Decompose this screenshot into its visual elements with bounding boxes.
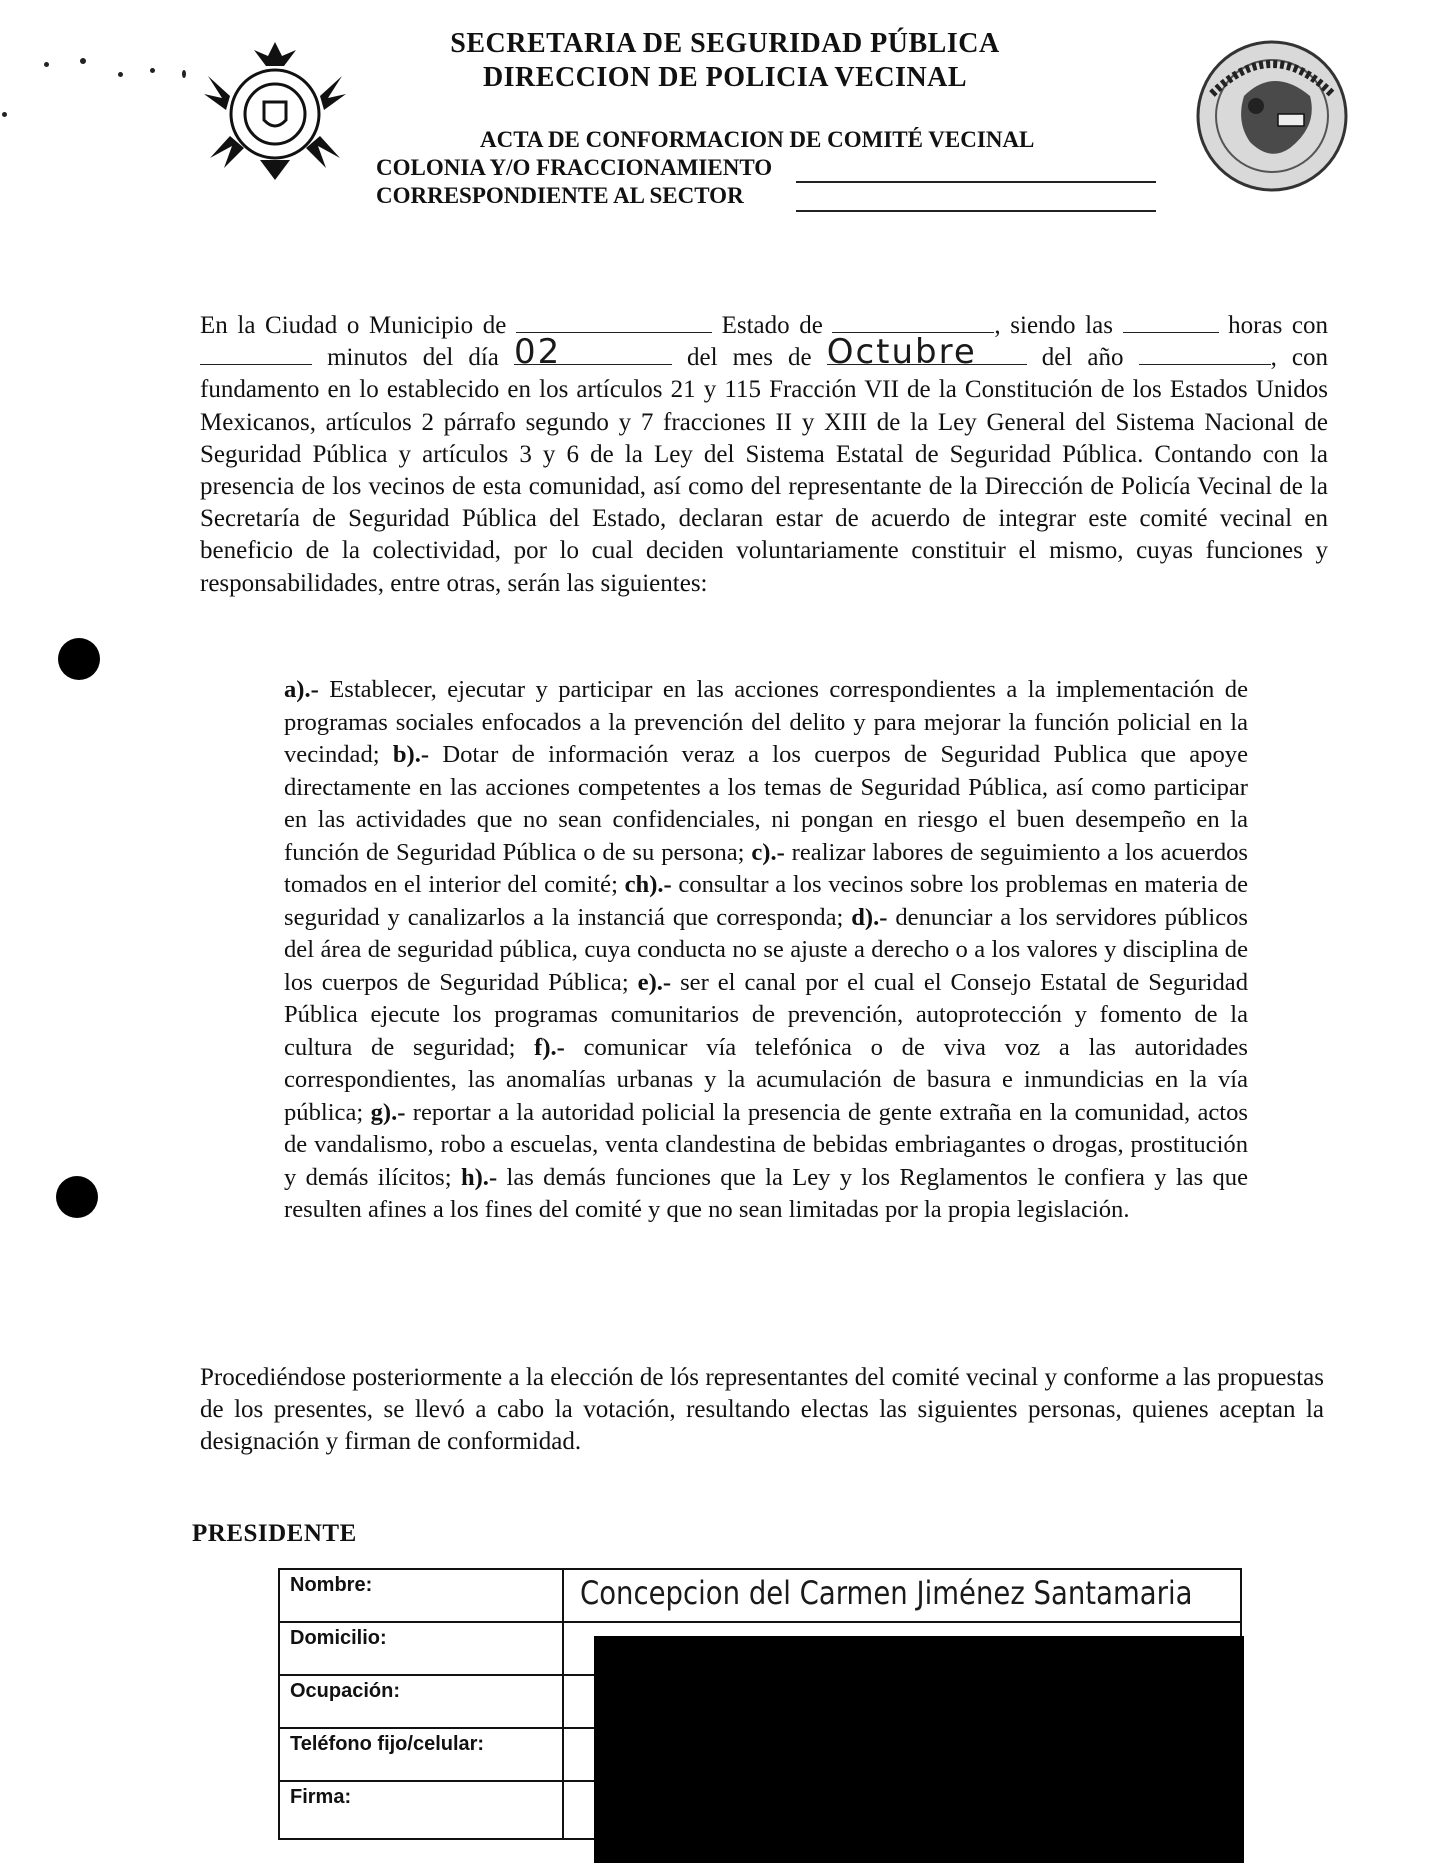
nombre-handwritten: Concepcion del Carmen Jiménez Santamaria [580,1574,1193,1612]
intro-text-3: , siendo las [994,312,1113,339]
item-text: ser el canal por el cual el Consejo Estatal de Seguridad Pública ejecute los programas comunitarios de prevención, autoprotección y fomento de la cultura de seguridad; [284,968,1248,1061]
municipio-blank [516,310,712,333]
item-label: b).- [392,741,430,768]
intro-paragraph [200,310,1328,600]
item-label: d).- [851,903,888,931]
horas-blank [1123,310,1219,333]
item-text: consultar a los vecinos sobre los problemas en materia de seguridad y canalizarlos a la instanciá que corresponda; [284,871,1249,931]
item-text: realizar labores de seguimiento a los acuerdos tomados en el interior del comité; [284,838,1248,898]
item-label: h).- [460,1163,498,1191]
intro-text-8: , con fundamento en lo establecido en los artículos 21 y 115 Fracción VII de la Constitución de los Estados Unidos Mexicanos, artículos 2 párrafo segundo y 7 fracciones II y XIII de la Ley General del Sistema Nacional de Seguridad Pública y artículos 3 y 6 de la Ley del Sistema Estatal de Seguridad Pública. Contando con la presencia de los vecinos de esta comunidad, así como del representante de la Dirección de Policía Vecinal de la Secretaría de Seguridad Pública del Estado, declaran estar de acuerdo de integrar este comité vecinal en beneficio de la colectividad, por lo cual deciden voluntariamente constituir el mismo, cuyas funciones y responsabilidades, entre otras, serán las siguientes: [200,344,1329,597]
official-seal-icon [1192,36,1352,196]
scan-speck [150,68,155,73]
item-text: reportar a la autoridad policial la presencia de gente extraña en la comunidad, actos de vandalismo, robo a escuelas, venta clandestina de bebidas embriagantes o drogas, prostitución y demás ilícitos; [284,1098,1249,1191]
intro-text-5: minutos del día [327,344,499,372]
redaction-block [594,1636,1244,1863]
scan-speck [2,112,7,117]
police-emblem-icon [200,36,350,186]
functions-paragraph [284,674,1248,1227]
intro-text-2: Estado de [721,312,823,339]
item-text: comunicar vía telefónica o de viva voz a las autoridades correspondientes, las anomalías urbanas y la acumulación de basura e inmundicias en la vía pública; [284,1033,1248,1126]
closing-paragraph: Procediéndose posteriormente a la elección de lós representantes del comité vecinal y conforme a las propuestas de los presentes, se llevó a cabo la votación, resultando electas las siguientes personas, quienes aceptan la designación y firman de conformidad. [200,1364,1324,1455]
nombre-label: Nombre: [279,1569,563,1622]
item-text: Establecer, ejecutar y participar en las acciones correspondientes a la implementación de programas sociales enfocados a la prevención del delito y para mejorar la función policial en la vecindad; [284,676,1248,768]
agency-name: SECRETARIA DE SEGURIDAD PÚBLICA [450,28,1000,59]
minutos-blank [200,342,312,365]
binder-hole [56,1176,98,1218]
dia-handwritten: 02 [513,332,562,372]
item-label: f).- [534,1033,565,1061]
firma-label: Firma: [279,1781,563,1839]
intro-text-7: del año [1041,344,1124,372]
scan-speck [80,58,86,64]
scan-speck [118,72,123,77]
item-text: Dotar de información veraz a los cuerpos de Seguridad Publica que apoye directamente en las acciones competentes a los temas de Seguridad Pública, así como participar en las actividades que no sean confidenciales, ni pongan en riesgo el buen desempeño en la función de Seguridad Pública o de su persona; [284,741,1248,866]
ocupacion-label: Ocupación: [279,1675,563,1728]
colonia-field-label: COLONIA Y/O FRACCIONAMIENTO [376,155,773,180]
agency-department: DIRECCION DE POLICIA VECINAL [482,62,968,93]
nombre-value [563,1569,1241,1622]
dia-blank [513,332,672,372]
item-text: las demás funciones que la Ley y los Reglamentos le confiera y las que resulten afines a los fines del comité y que no sean limitadas por la propia legislación. [284,1163,1249,1223]
table-row [279,1569,1241,1622]
mes-blank [826,332,1027,372]
item-label: g).- [370,1098,406,1126]
president-section-title: PRESIDENTE [192,1520,357,1547]
item-label: a).- [284,676,319,703]
scan-speck [44,62,49,67]
anio-blank [1139,342,1271,365]
domicilio-label: Domicilio: [279,1622,563,1675]
mes-handwritten: Octubre [826,332,977,372]
scan-speck [182,70,186,78]
document-title: ACTA DE CONFORMACION DE COMITÉ VECINAL [480,127,1035,152]
estado-blank [832,310,994,333]
sector-field-line [796,210,1156,212]
item-label: c).- [751,838,785,866]
sector-field-label: CORRESPONDIENTE AL SECTOR [376,183,744,208]
item-text: denunciar a los servidores públicos del área de seguridad pública, cuya conducta no se ajuste a derecho o a los valores y disciplina de los cuerpos de Seguridad Pública; [284,903,1248,996]
binder-hole [58,638,100,680]
colonia-field-line [796,181,1156,183]
item-label: e).- [637,968,672,996]
intro-text-4: horas con [1228,312,1329,339]
telefono-label: Teléfono fijo/celular: [279,1728,563,1781]
intro-text-6: del mes de [687,344,812,372]
item-label: ch).- [624,871,672,898]
intro-text-1: En la Ciudad o Municipio de [200,312,507,339]
